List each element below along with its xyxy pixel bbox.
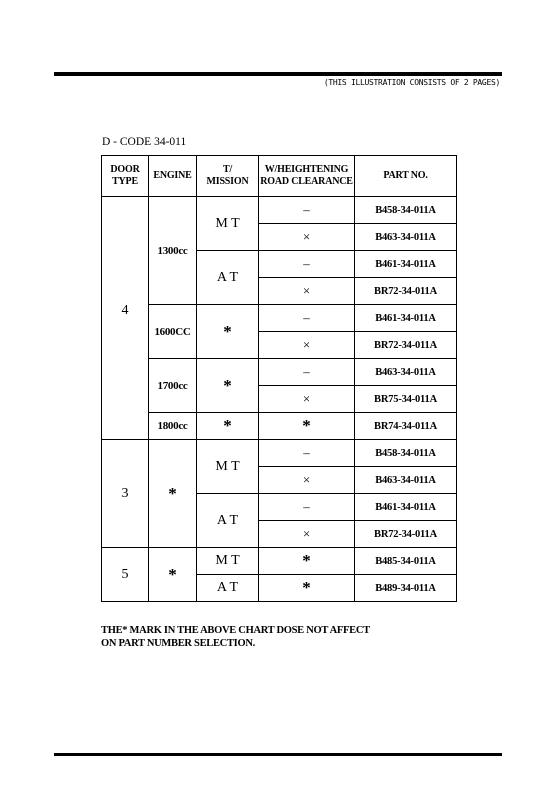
door-type-cell: 3: [102, 440, 149, 548]
clearance-cell: –: [259, 494, 355, 521]
clearance-cell: –: [259, 440, 355, 467]
part-no-cell: B461-34-011A: [355, 251, 457, 278]
mission-cell: A T: [197, 494, 259, 548]
table-row: [102, 197, 457, 224]
footnote-line: ON PART NUMBER SELECTION.: [101, 638, 255, 649]
bottom-rule: [54, 753, 502, 756]
mission-cell: *: [197, 413, 259, 440]
part-no-cell: B463-34-011A: [355, 224, 457, 251]
header-engine: ENGINE: [149, 156, 197, 197]
engine-cell: 1700cc: [149, 359, 197, 413]
part-no-cell: B485-34-011A: [355, 548, 457, 575]
table-row: [102, 413, 457, 440]
mission-cell: A T: [197, 575, 259, 602]
clearance-cell: *: [259, 548, 355, 575]
part-no-cell: B489-34-011A: [355, 575, 457, 602]
table-row: [102, 359, 457, 386]
part-no-cell: B458-34-011A: [355, 197, 457, 224]
header-mission: T/ MISSION: [197, 156, 259, 197]
clearance-cell: ×: [259, 386, 355, 413]
engine-cell: *: [149, 548, 197, 602]
part-no-cell: B461-34-011A: [355, 494, 457, 521]
part-no-cell: B461-34-011A: [355, 305, 457, 332]
footnote: [101, 624, 370, 650]
mission-cell: M T: [197, 197, 259, 251]
footnote-line: THE* MARK IN THE ABOVE CHART DOSE NOT AFFECT: [101, 625, 370, 636]
mission-cell: M T: [197, 440, 259, 494]
clearance-cell: ×: [259, 467, 355, 494]
table-row: [102, 548, 457, 575]
mission-cell: *: [197, 305, 259, 359]
part-no-cell: B463-34-011A: [355, 467, 457, 494]
engine-cell: 1600CC: [149, 305, 197, 359]
header-clearance: W/HEIGHTENING ROAD CLEARANCE: [259, 156, 355, 197]
clearance-cell: –: [259, 251, 355, 278]
part-no-cell: BR72-34-011A: [355, 278, 457, 305]
door-type-cell: 4: [102, 197, 149, 440]
part-no-cell: B458-34-011A: [355, 440, 457, 467]
part-no-cell: BR74-34-011A: [355, 413, 457, 440]
clearance-cell: ×: [259, 521, 355, 548]
parts-table: [101, 155, 457, 602]
code-title: D - CODE 34-011: [102, 136, 187, 148]
mission-cell: M T: [197, 548, 259, 575]
engine-cell: 1300cc: [149, 197, 197, 305]
clearance-cell: ×: [259, 332, 355, 359]
clearance-cell: –: [259, 359, 355, 386]
top-rule: [54, 72, 502, 76]
clearance-cell: ×: [259, 278, 355, 305]
table-row: [102, 305, 457, 332]
clearance-cell: –: [259, 305, 355, 332]
part-no-cell: BR72-34-011A: [355, 332, 457, 359]
page-count-note: (THIS ILLUSTRATION CONSISTS OF 2 PAGES): [323, 78, 500, 87]
table-row: [102, 440, 457, 467]
clearance-cell: *: [259, 413, 355, 440]
mission-cell: A T: [197, 251, 259, 305]
header-door-type: DOOR TYPE: [102, 156, 149, 197]
engine-cell: *: [149, 440, 197, 548]
part-no-cell: BR72-34-011A: [355, 521, 457, 548]
table-header-row: [102, 156, 457, 197]
part-no-cell: B463-34-011A: [355, 359, 457, 386]
mission-cell: *: [197, 359, 259, 413]
door-type-cell: 5: [102, 548, 149, 602]
clearance-cell: –: [259, 197, 355, 224]
engine-cell: 1800cc: [149, 413, 197, 440]
part-no-cell: BR75-34-011A: [355, 386, 457, 413]
clearance-cell: ×: [259, 224, 355, 251]
header-part-no: PART NO.: [355, 156, 457, 197]
clearance-cell: *: [259, 575, 355, 602]
